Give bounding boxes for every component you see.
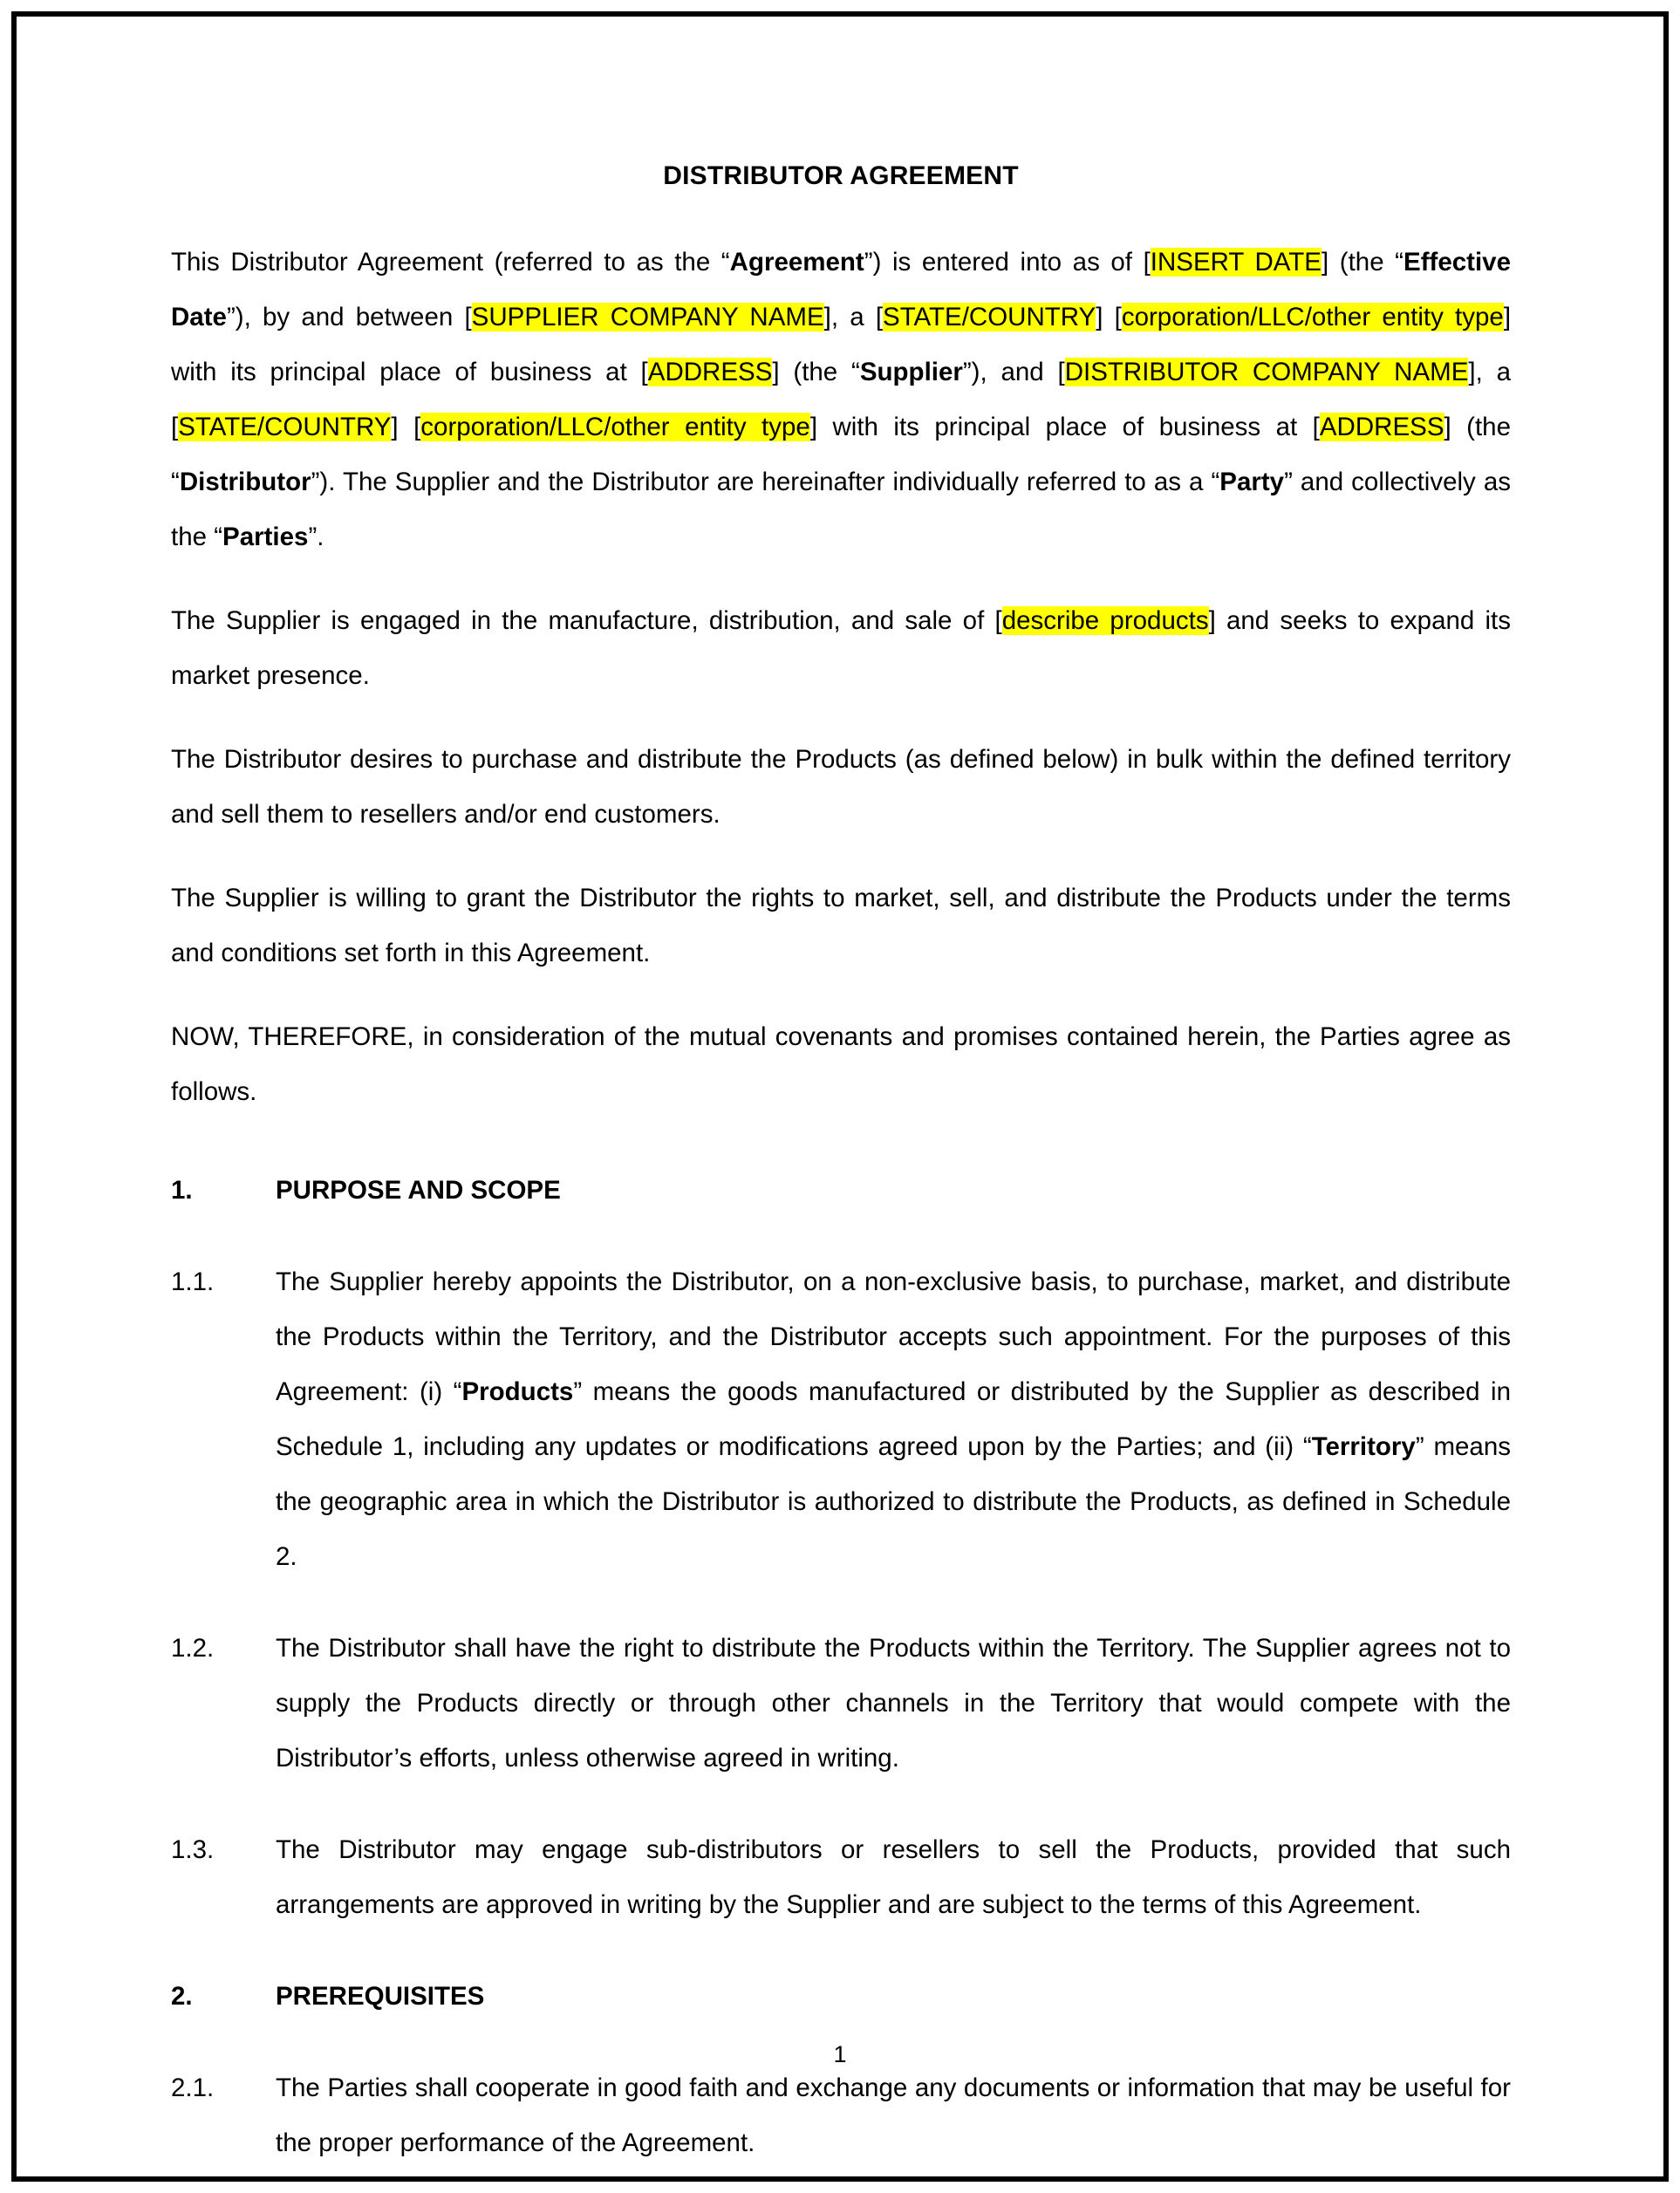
- text-run: The Supplier hereby appoints the Distributor, on a non-exclusive basis, to purchase, market, and distribute the Products within the Territory, and the Distributor accepts such appointment. For the purposes of this Agreement: (i) “: [276, 1267, 1511, 1406]
- section-number: 2.: [171, 1982, 193, 2011]
- spacer: [171, 191, 1511, 235]
- spacer: [171, 1584, 1511, 1621]
- text-run: ”), and [: [962, 358, 1065, 386]
- defined-term-distributor: Distributor: [179, 468, 311, 496]
- section-title: PREREQUISITES: [276, 1982, 485, 2011]
- text-run: ”.: [308, 523, 324, 551]
- placeholder-supplier-address: ADDRESS: [647, 358, 773, 386]
- text-run: ] (the “: [171, 413, 1511, 496]
- spacer: [171, 1786, 1511, 1822]
- recital-paragraph-2: [171, 593, 1511, 703]
- section-title: PURPOSE AND SCOPE: [276, 1176, 561, 1205]
- text-run: ”). The Supplier and the Distributor are hereinafter individually referred to as a “: [311, 468, 1220, 496]
- defined-term-party: Party: [1219, 468, 1285, 496]
- spacer: [171, 1218, 1511, 1254]
- clause-1-1: [171, 1254, 1511, 1584]
- clause-body: The Distributor may engage sub-distributors or resellers to sell the Products, provided that such arrangements are approved in writing by the Supplier and are subject to the terms of this Agreement.: [276, 1835, 1511, 1919]
- spacer: [171, 842, 1511, 871]
- defined-term-parties: Parties: [222, 523, 309, 551]
- spacer: [171, 703, 1511, 732]
- section-heading-1: [171, 1163, 1511, 1218]
- placeholder-distributor-address: ADDRESS: [1319, 413, 1444, 441]
- text-run: The Supplier is engaged in the manufacture, distribution, and sale of [: [171, 606, 1002, 635]
- clause-number: 1.2.: [171, 1634, 215, 1663]
- text-run: ” and collectively as the “: [171, 468, 1511, 551]
- text-run: ” means the geographic area in which the Distributor is authorized to distribute the Products, as defined in Schedule 2.: [276, 1432, 1511, 1571]
- clause-1-3: [171, 1822, 1511, 1932]
- placeholder-distributor-entity-type: corporation/LLC/other entity type: [420, 413, 810, 441]
- text-run: ], a [: [171, 358, 1511, 441]
- recital-paragraph-4: The Supplier is willing to grant the Distributor the rights to market, sell, and distribute the Products under the terms and conditions set forth in this Agreement.: [171, 884, 1511, 967]
- placeholder-supplier-state-country: STATE/COUNTRY: [883, 303, 1096, 331]
- defined-term-products: Products: [461, 1377, 574, 1406]
- clause-number: 1.3.: [171, 1835, 215, 1864]
- clause-number: 1.1.: [171, 1267, 215, 1296]
- placeholder-distributor-state-country: STATE/COUNTRY: [178, 413, 392, 441]
- spacer: [171, 564, 1511, 593]
- clause-body: The Parties shall cooperate in good faith and exchange any documents or information that may be useful for the proper performance of the Agreement.: [276, 2073, 1511, 2157]
- defined-term-territory: Territory: [1311, 1432, 1416, 1461]
- defined-term-agreement: Agreement: [729, 248, 864, 277]
- text-run: This Distributor Agreement (referred to as the “: [171, 248, 730, 277]
- spacer: [171, 1119, 1511, 1163]
- placeholder-distributor-company-name: DISTRIBUTOR COMPANY NAME: [1064, 358, 1469, 386]
- placeholder-describe-products: describe products: [1001, 606, 1209, 635]
- text-run: ], a [: [823, 303, 884, 331]
- document-content: [171, 0, 1511, 2170]
- text-run: ] [: [391, 413, 421, 441]
- placeholder-insert-date: INSERT DATE: [1150, 248, 1321, 277]
- placeholder-supplier-entity-type: corporation/LLC/other entity type: [1121, 303, 1504, 331]
- clause-body: [276, 1254, 1511, 1584]
- defined-term-effective-date: Effective Date: [171, 248, 1511, 331]
- clause-body: The Distributor shall have the right to distribute the Products within the Territory. The Supplier agrees not to supply the Products directly or through other channels in the Territory that would compete with the Distributor’s efforts, unless otherwise agreed in writing.: [276, 1634, 1511, 1773]
- page-number-footer: 1: [833, 2041, 847, 2067]
- text-run: ”) is entered into as of [: [864, 248, 1151, 277]
- clause-2-1: [171, 2060, 1511, 2170]
- recital-paragraph-1: [171, 235, 1511, 564]
- clause-number: 2.1.: [171, 2073, 215, 2102]
- defined-term-supplier: Supplier: [859, 358, 963, 386]
- page-title: DISTRIBUTOR AGREEMENT: [663, 161, 1019, 190]
- text-run: ”), by and between [: [226, 303, 472, 331]
- text-run: ” means the goods manufactured or distributed by the Supplier as described in Schedule 1, including any updates or modifications agreed upon by the Parties; and (ii) “: [276, 1377, 1511, 1461]
- recital-paragraph-3: The Distributor desires to purchase and distribute the Products (as defined below) in bulk within the defined territory and sell them to resellers and/or end customers.: [171, 745, 1511, 829]
- text-run: ] (the “: [772, 358, 860, 386]
- section-number: 1.: [171, 1176, 193, 1205]
- spacer: [171, 1932, 1511, 1969]
- text-run: ] with its principal place of business at [: [809, 413, 1320, 441]
- text-run: ] with its principal place of business at [: [171, 303, 1512, 386]
- recital-paragraph-now-therefore: NOW, THEREFORE, in consideration of the mutual covenants and promises contained herein, the Parties agree as follows.: [171, 1022, 1511, 1106]
- text-run: ] [: [1096, 303, 1122, 331]
- text-run: ] and seeks to expand its market presence.: [171, 606, 1512, 690]
- spacer: [171, 980, 1511, 1009]
- placeholder-supplier-company-name: SUPPLIER COMPANY NAME: [471, 303, 824, 331]
- text-run: ] (the “: [1321, 248, 1404, 277]
- clause-1-2: [171, 1621, 1511, 1786]
- section-heading-2: [171, 1969, 1511, 2024]
